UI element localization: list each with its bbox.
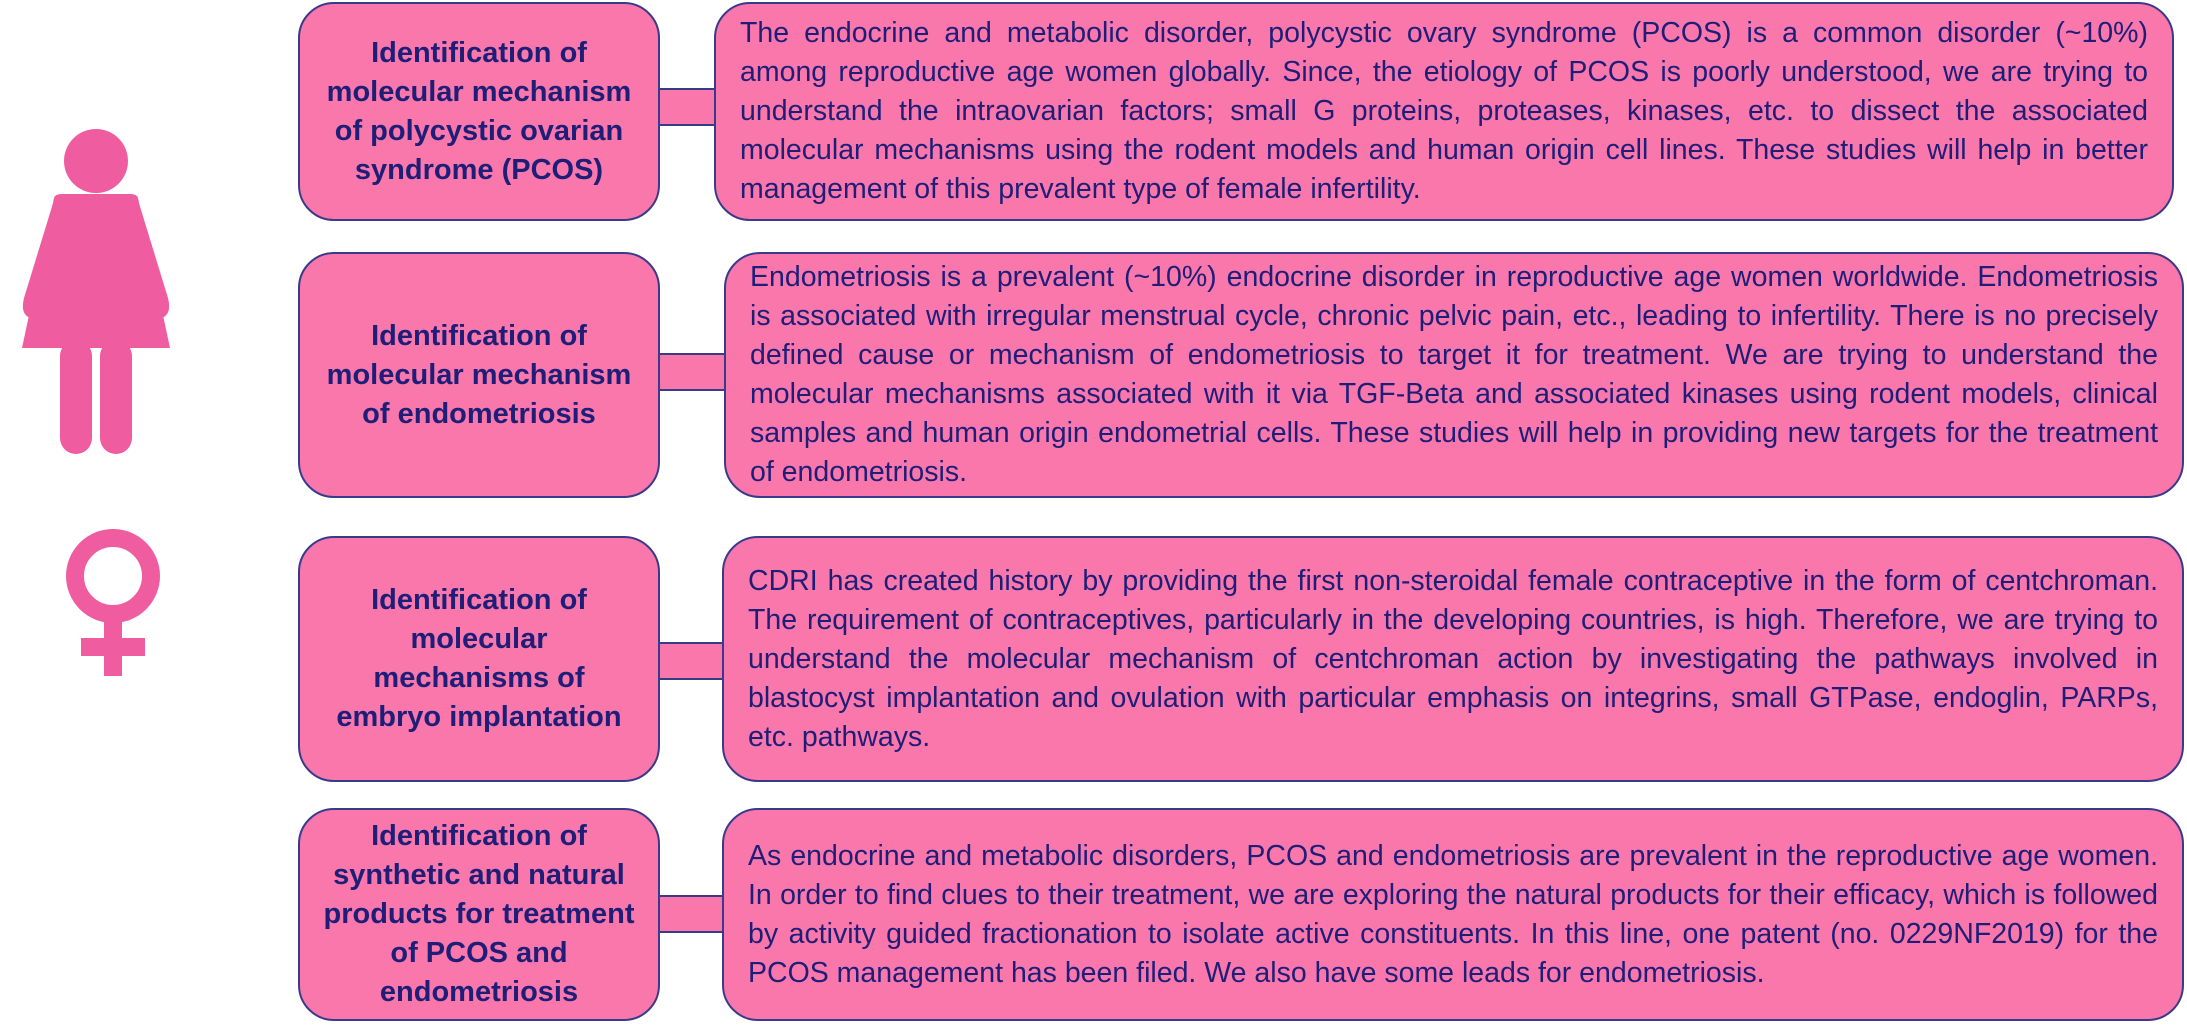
topic-title-text: Identification of molecular mechanism of polycystic ovarian syndrome (PCOS) bbox=[326, 36, 632, 186]
topic-description-natural-products bbox=[722, 808, 2184, 1021]
venus-symbol-icon bbox=[60, 526, 166, 678]
topic-title-pcos bbox=[298, 2, 660, 221]
topic-title-endometriosis bbox=[298, 252, 660, 498]
topic-description-text: As endocrine and metabolic disorders, PCOS and endometriosis are prevalent in the reproductive age women. In order to find clues to their treatment, we are exploring the natural products for their efficacy, which is followed by activity guided fractionation to isolate active constituents. In this line, one patent (no. 0229NF2019) for the PCOS management has been filed. We also have some leads for endometriosis. bbox=[748, 839, 2158, 989]
venus-symbol-shape bbox=[75, 538, 151, 676]
connector-4 bbox=[658, 895, 724, 933]
topic-description-pcos bbox=[714, 2, 2174, 221]
topic-description-embryo-implantation bbox=[722, 536, 2184, 782]
connector-1 bbox=[658, 88, 716, 126]
topic-title-text: Identification of molecular mechanism of endometriosis bbox=[326, 319, 632, 430]
topic-description-text: The endocrine and metabolic disorder, polycystic ovary syndrome (PCOS) is a common disorder (~10%) among reproductive age women globally. Since, the etiology of PCOS is poorly understood, we are trying to understand the intraovarian factors; small G proteins, proteases, kinases, etc. to dissect the associated molecular mechanisms using the rodent models and human origin cell lines. These studies will help in better management of this prevalent type of female infertility. bbox=[740, 17, 2148, 205]
topic-title-natural-products bbox=[298, 808, 660, 1021]
woman-figure-shape bbox=[22, 129, 170, 454]
woman-figure-icon bbox=[10, 128, 182, 456]
topic-title-text: Identification of molecular mechanisms of embryo implantation bbox=[336, 584, 622, 733]
connector-3 bbox=[658, 642, 724, 680]
connector-2 bbox=[658, 353, 726, 391]
topic-description-text: Endometriosis is a prevalent (~10%) endocrine disorder in reproductive age women worldwide. Endometriosis is associated with irregular menstrual cycle, chronic pelvic pain, etc., leading to infertility. There is no precisely defined cause or mechanism of endometriosis to target it for treatment. We are trying to understand the molecular mechanisms associated with it via TGF-Beta and associated kinases using rodent models, clinical samples and human origin endometrial cells. These studies will help in providing new targets for the treatment of endometriosis. bbox=[750, 261, 2158, 488]
topic-title-embryo-implantation bbox=[298, 536, 660, 782]
topic-description-text: CDRI has created history by providing the first non-steroidal female contraceptive in the form of centchroman. The requirement of contraceptives, particularly in the developing countries, is high. Therefore, we are trying to understand the molecular mechanism of centchroman action by investigating the pathways involved in blastocyst implantation and ovulation with particular emphasis on integrins, small GTPase, endoglin, PARPs, etc. pathways. bbox=[748, 564, 2158, 753]
topic-title-text: Identification of synthetic and natural products for treatment of PCOS and endometriosis bbox=[323, 820, 635, 1008]
topic-description-endometriosis bbox=[724, 252, 2184, 498]
